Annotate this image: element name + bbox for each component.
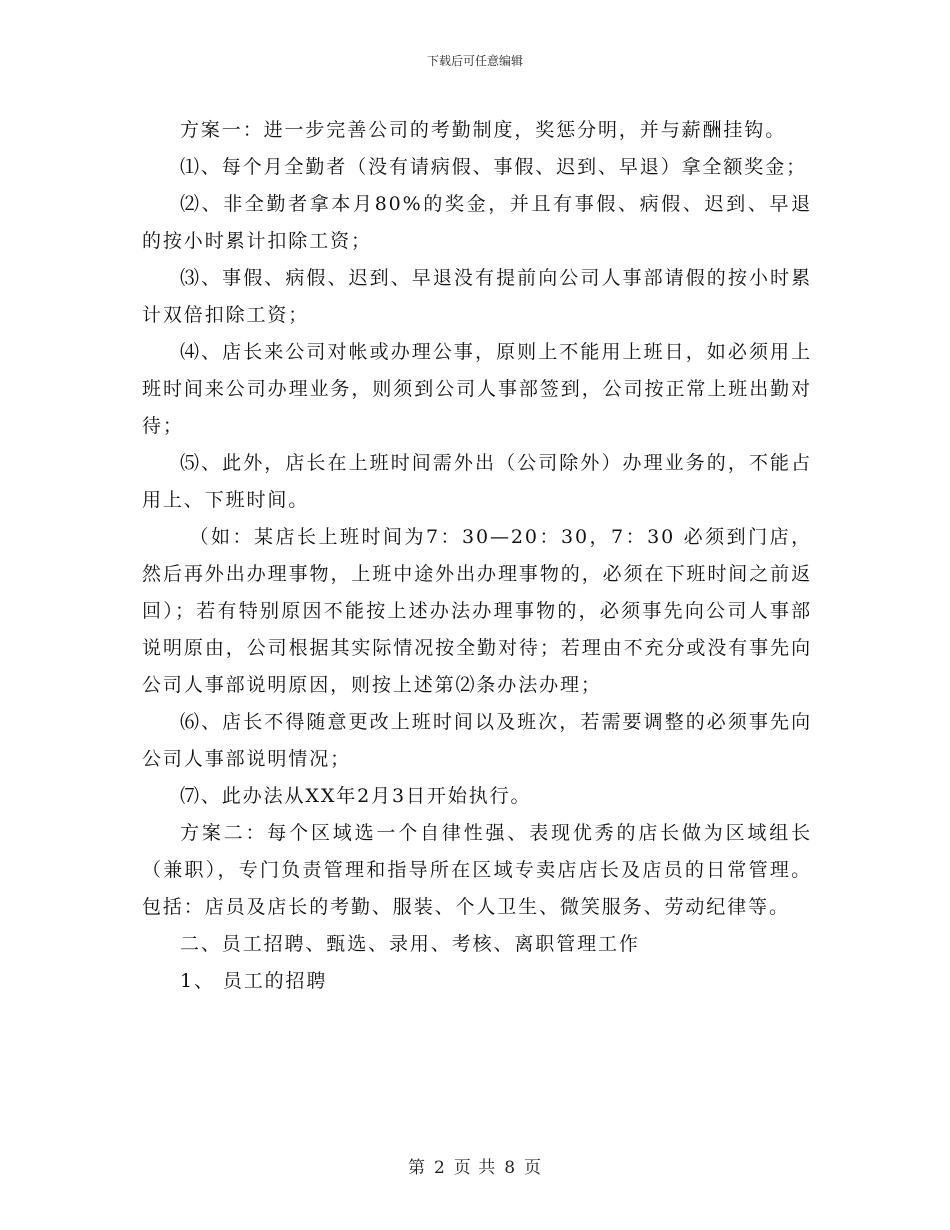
paragraph-item-3: ⑶、事假、病假、迟到、早退没有提前向公司人事部请假的按小时累计双倍扣除工资； <box>142 267 812 326</box>
subsection-heading: 1、 员工的招聘 <box>180 970 328 992</box>
document-body <box>142 112 812 1000</box>
total-pages-number: 8 <box>504 1158 517 1178</box>
paragraph-item-5: ⑸、此外，店长在上班时间需外出（公司除外）办理业务的，不能占用上、下班时间。 <box>142 452 812 511</box>
footer-prefix: 第 <box>407 1158 426 1178</box>
current-page-number: 2 <box>433 1158 446 1178</box>
page-footer <box>0 1153 950 1178</box>
section-heading: 二、员工招聘、甄选、录用、考核、离职管理工作 <box>180 933 640 955</box>
paragraph-plan-one: 方案一：进一步完善公司的考勤制度，奖惩分明，并与薪酬挂钩。 <box>180 119 787 141</box>
footer-suffix: 页 <box>524 1158 543 1178</box>
paragraph-item-6: ⑹、店长不得随意更改上班时间以及班次，若需要调整的必须事先向公司人事部说明情况； <box>142 711 812 770</box>
paragraph-item-2: ⑵、非全勤者拿本月80%的奖金，并且有事假、病假、迟到、早退的按小时累计扣除工资； <box>142 193 812 252</box>
paragraph-plan-two: 方案二：每个区域选一个自律性强、表现优秀的店长做为区域组长（兼职），专门负责管理和指导所在区域专卖店店长及店员的日常管理。包括：店员及店长的考勤、服装、个人卫生、微笑服务、劳动纪律等。 <box>142 822 812 918</box>
page-header: 下载后可任意编辑 <box>426 54 523 68</box>
paragraph-example: （如：某店长上班时间为7：30—20：30，7：30 必须到门店，然后再外出办理事物，上班中途外出办理事物的，必须在下班时间之前返回）；若有特别原因不能按上述办法办理事物的，必须事先向公司人事部说明原由，公司根据其实际情况按全勤对待；若理由不充分或没有事先向公司人事部说明原因，则按上述第⑵条办法办理； <box>142 526 812 696</box>
footer-middle: 页 共 <box>453 1158 497 1178</box>
paragraph-item-4: ⑷、店长来公司对帐或办理公事，原则上不能用上班日，如必须用上班时间来公司办理业务，则须到公司人事部签到，公司按正常上班出勤对待； <box>142 341 812 437</box>
paragraph-item-1: ⑴、每个月全勤者（没有请病假、事假、迟到、早退）拿全额奖金； <box>180 156 808 178</box>
paragraph-item-7: ⑺、此办法从XX年2月3日开始执行。 <box>180 785 532 807</box>
